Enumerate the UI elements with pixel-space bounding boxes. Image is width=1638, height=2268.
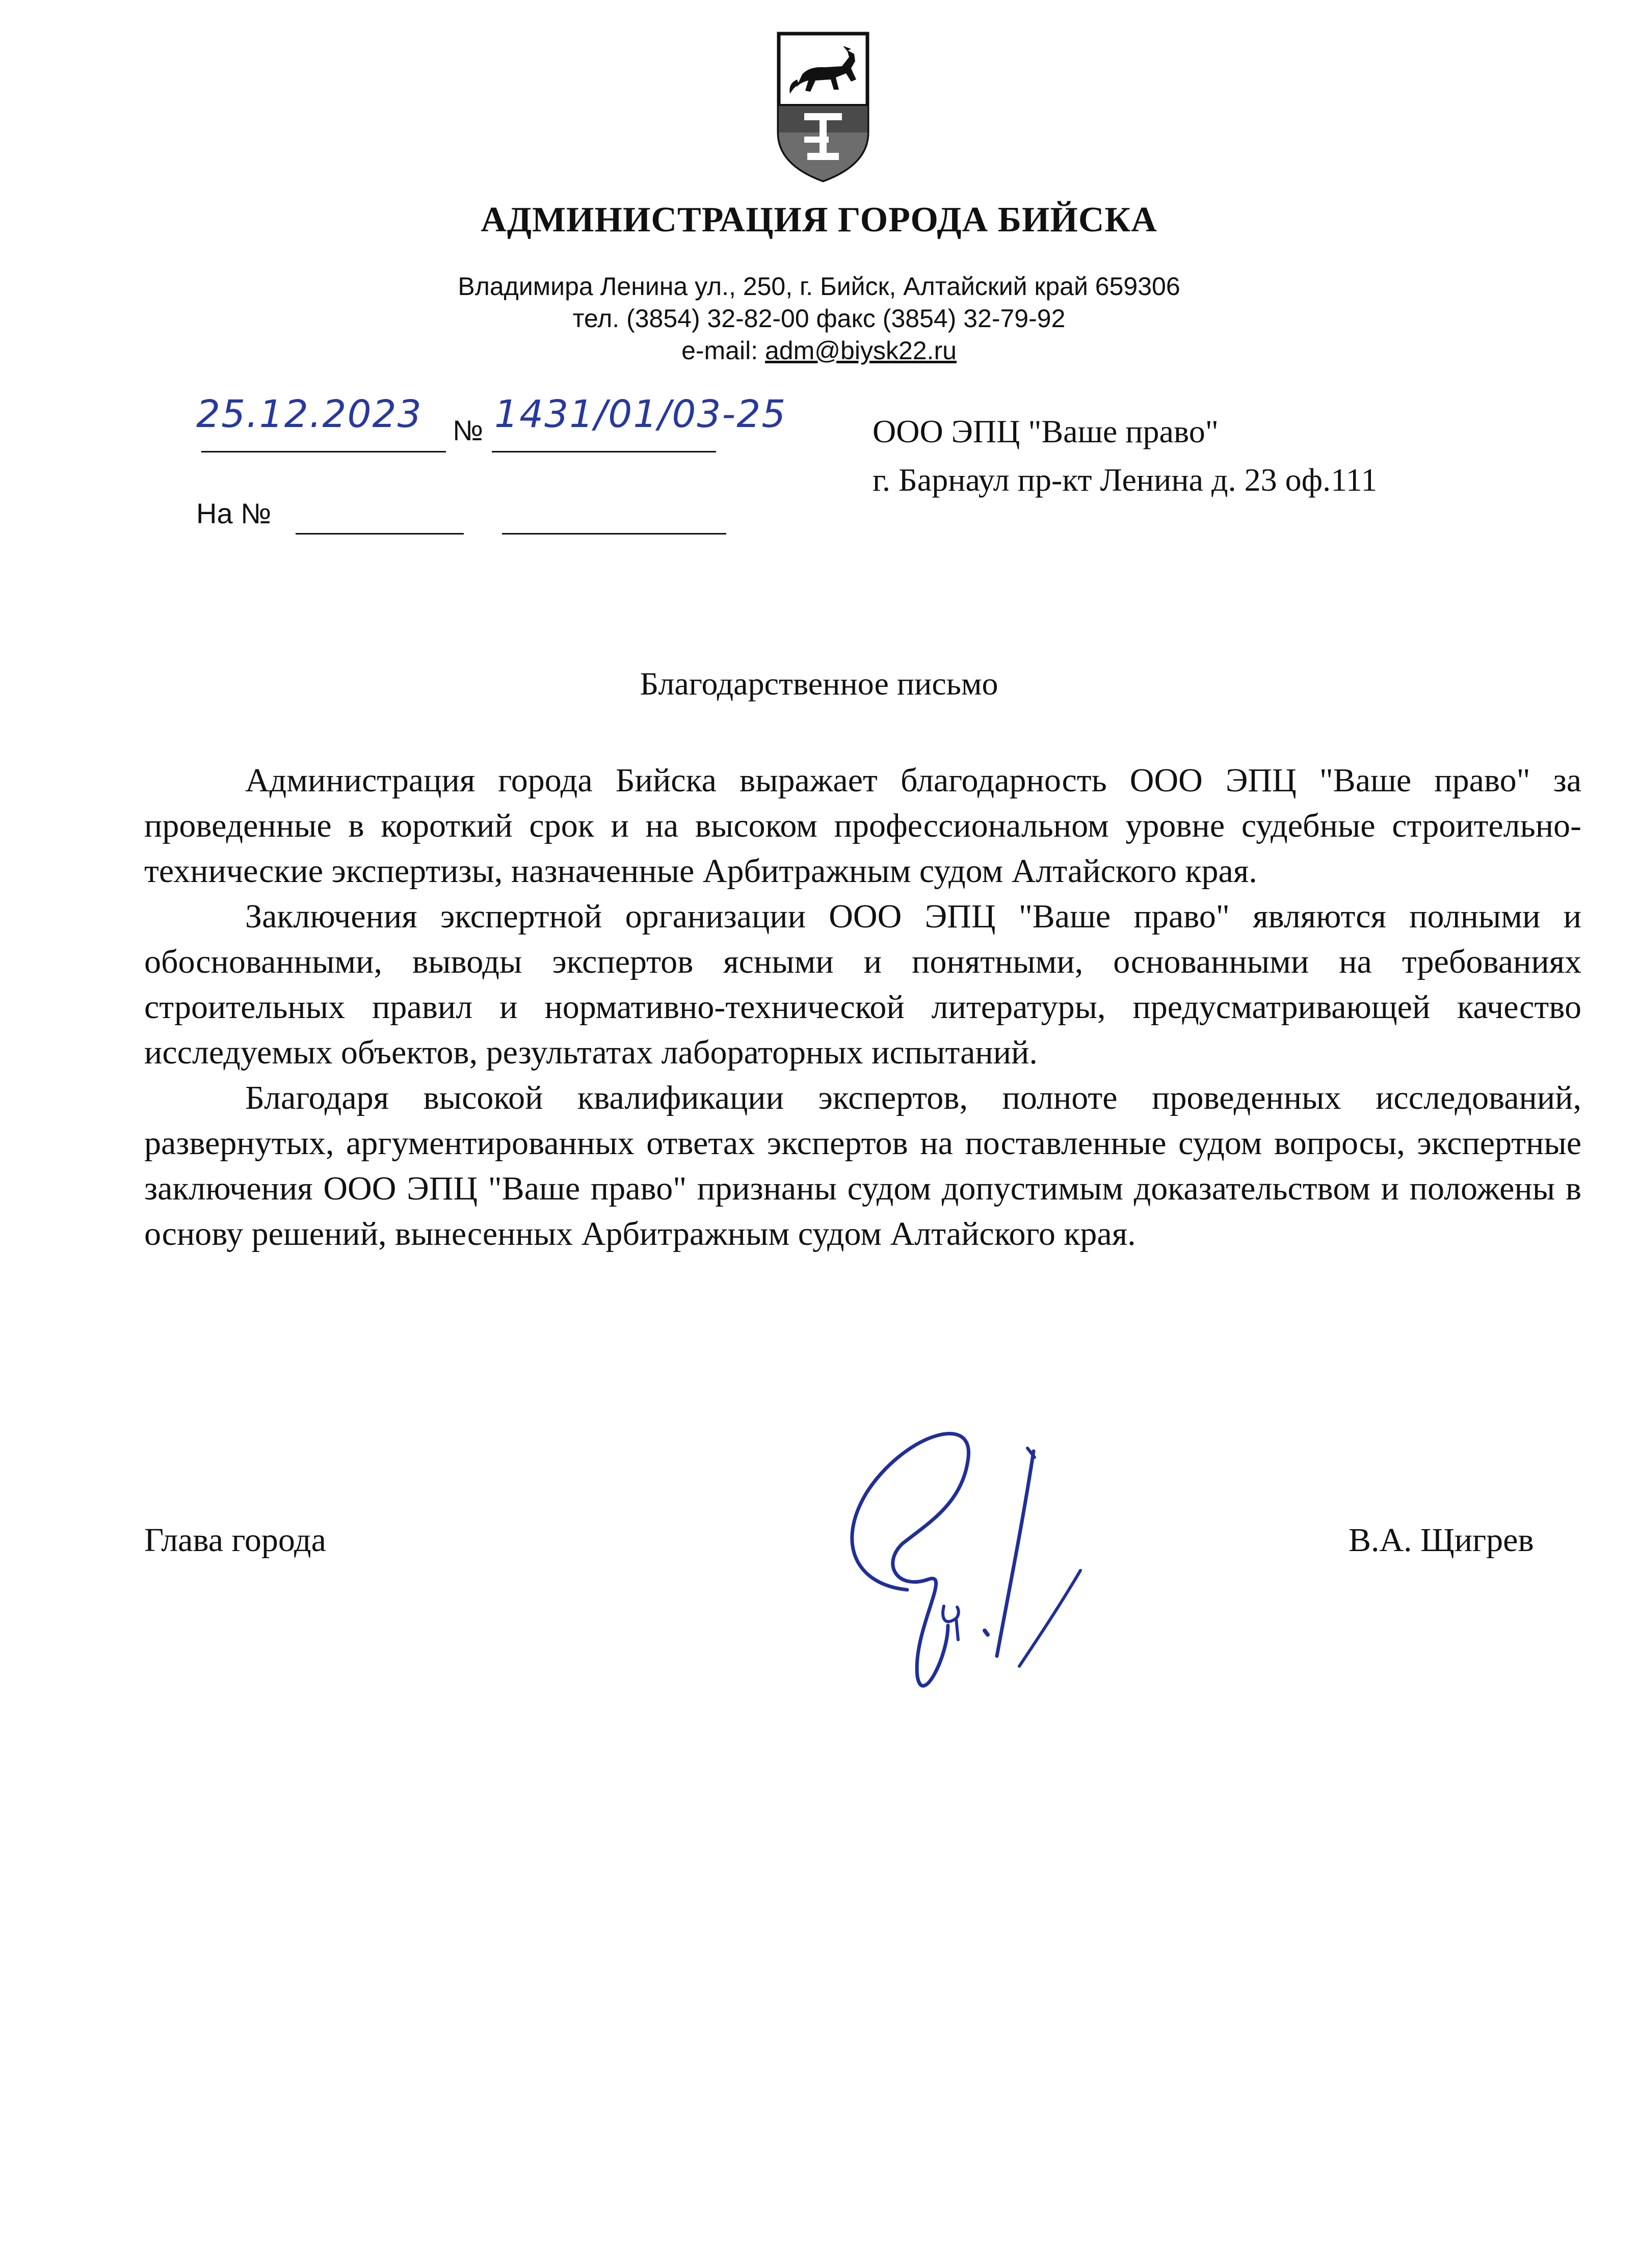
recipient-name: ООО ЭПЦ "Ваше право" — [873, 413, 1219, 449]
document-number-sign: № — [453, 414, 484, 446]
reference-number-label: На № — [196, 497, 272, 529]
reference-date-blank — [502, 533, 726, 535]
email-link[interactable]: adm@biysk22.ru — [765, 336, 957, 365]
letter-title: Благодарственное письмо — [640, 665, 998, 702]
signer-position: Глава города — [144, 1522, 326, 1559]
reference-number-blank — [296, 533, 464, 535]
city-emblem-icon — [775, 31, 871, 183]
body-paragraph: Администрация города Бийска выражает благодарность ООО ЭПЦ "Ваше право" за проведенные в короткий срок и на высоком профессиональном уровне судебные строительно-технические экспертизы, назначенные Арбитражным судом Алтайского края. — [144, 762, 1581, 890]
number-underline — [492, 451, 716, 452]
organization-email-line — [0, 335, 1638, 366]
signer-name: В.А. Щигрев — [1349, 1522, 1534, 1559]
document-date: 25.12.2023 — [196, 392, 422, 436]
date-underline — [201, 451, 446, 452]
body-paragraph: Благодаря высокой квалификации экспертов, полноте проведенных исследований, развернутых, аргументированных ответах экспертов на поставленные судом вопросы, экспертные заключения ООО ЭПЦ "Ваше право" признаны судом допустимым доказательством и положены в основу решений, вынесенных Арбитражным судом Алтайского края. — [144, 1079, 1581, 1252]
letter-body — [144, 758, 1581, 1257]
body-paragraph: Заключения экспертной организации ООО ЭПЦ "Ваше право" являются полными и обоснованными, выводы экспертов ясными и понятными, основанными на требованиях строительных правил и нормативно-технической литературы, предусматривающей качество исследуемых объектов, результатах лабораторных испытаний. — [144, 898, 1581, 1071]
organization-phone-fax: тел. (3854) 32-82-00 факс (3854) 32-79-92 — [572, 304, 1066, 333]
organization-address: Владимира Ленина ул., 250, г. Бийск, Алтайский край 659306 — [458, 272, 1180, 301]
handwritten-signature — [826, 1391, 1131, 1717]
organization-title: АДМИНИСТРАЦИЯ ГОРОДА БИЙСКА — [481, 200, 1157, 239]
document-number: 1431/01/03-25 — [494, 392, 787, 436]
recipient-address: г. Барнаул пр-кт Ленина д. 23 оф.111 — [873, 462, 1378, 498]
email-label: e-mail: — [681, 336, 765, 365]
